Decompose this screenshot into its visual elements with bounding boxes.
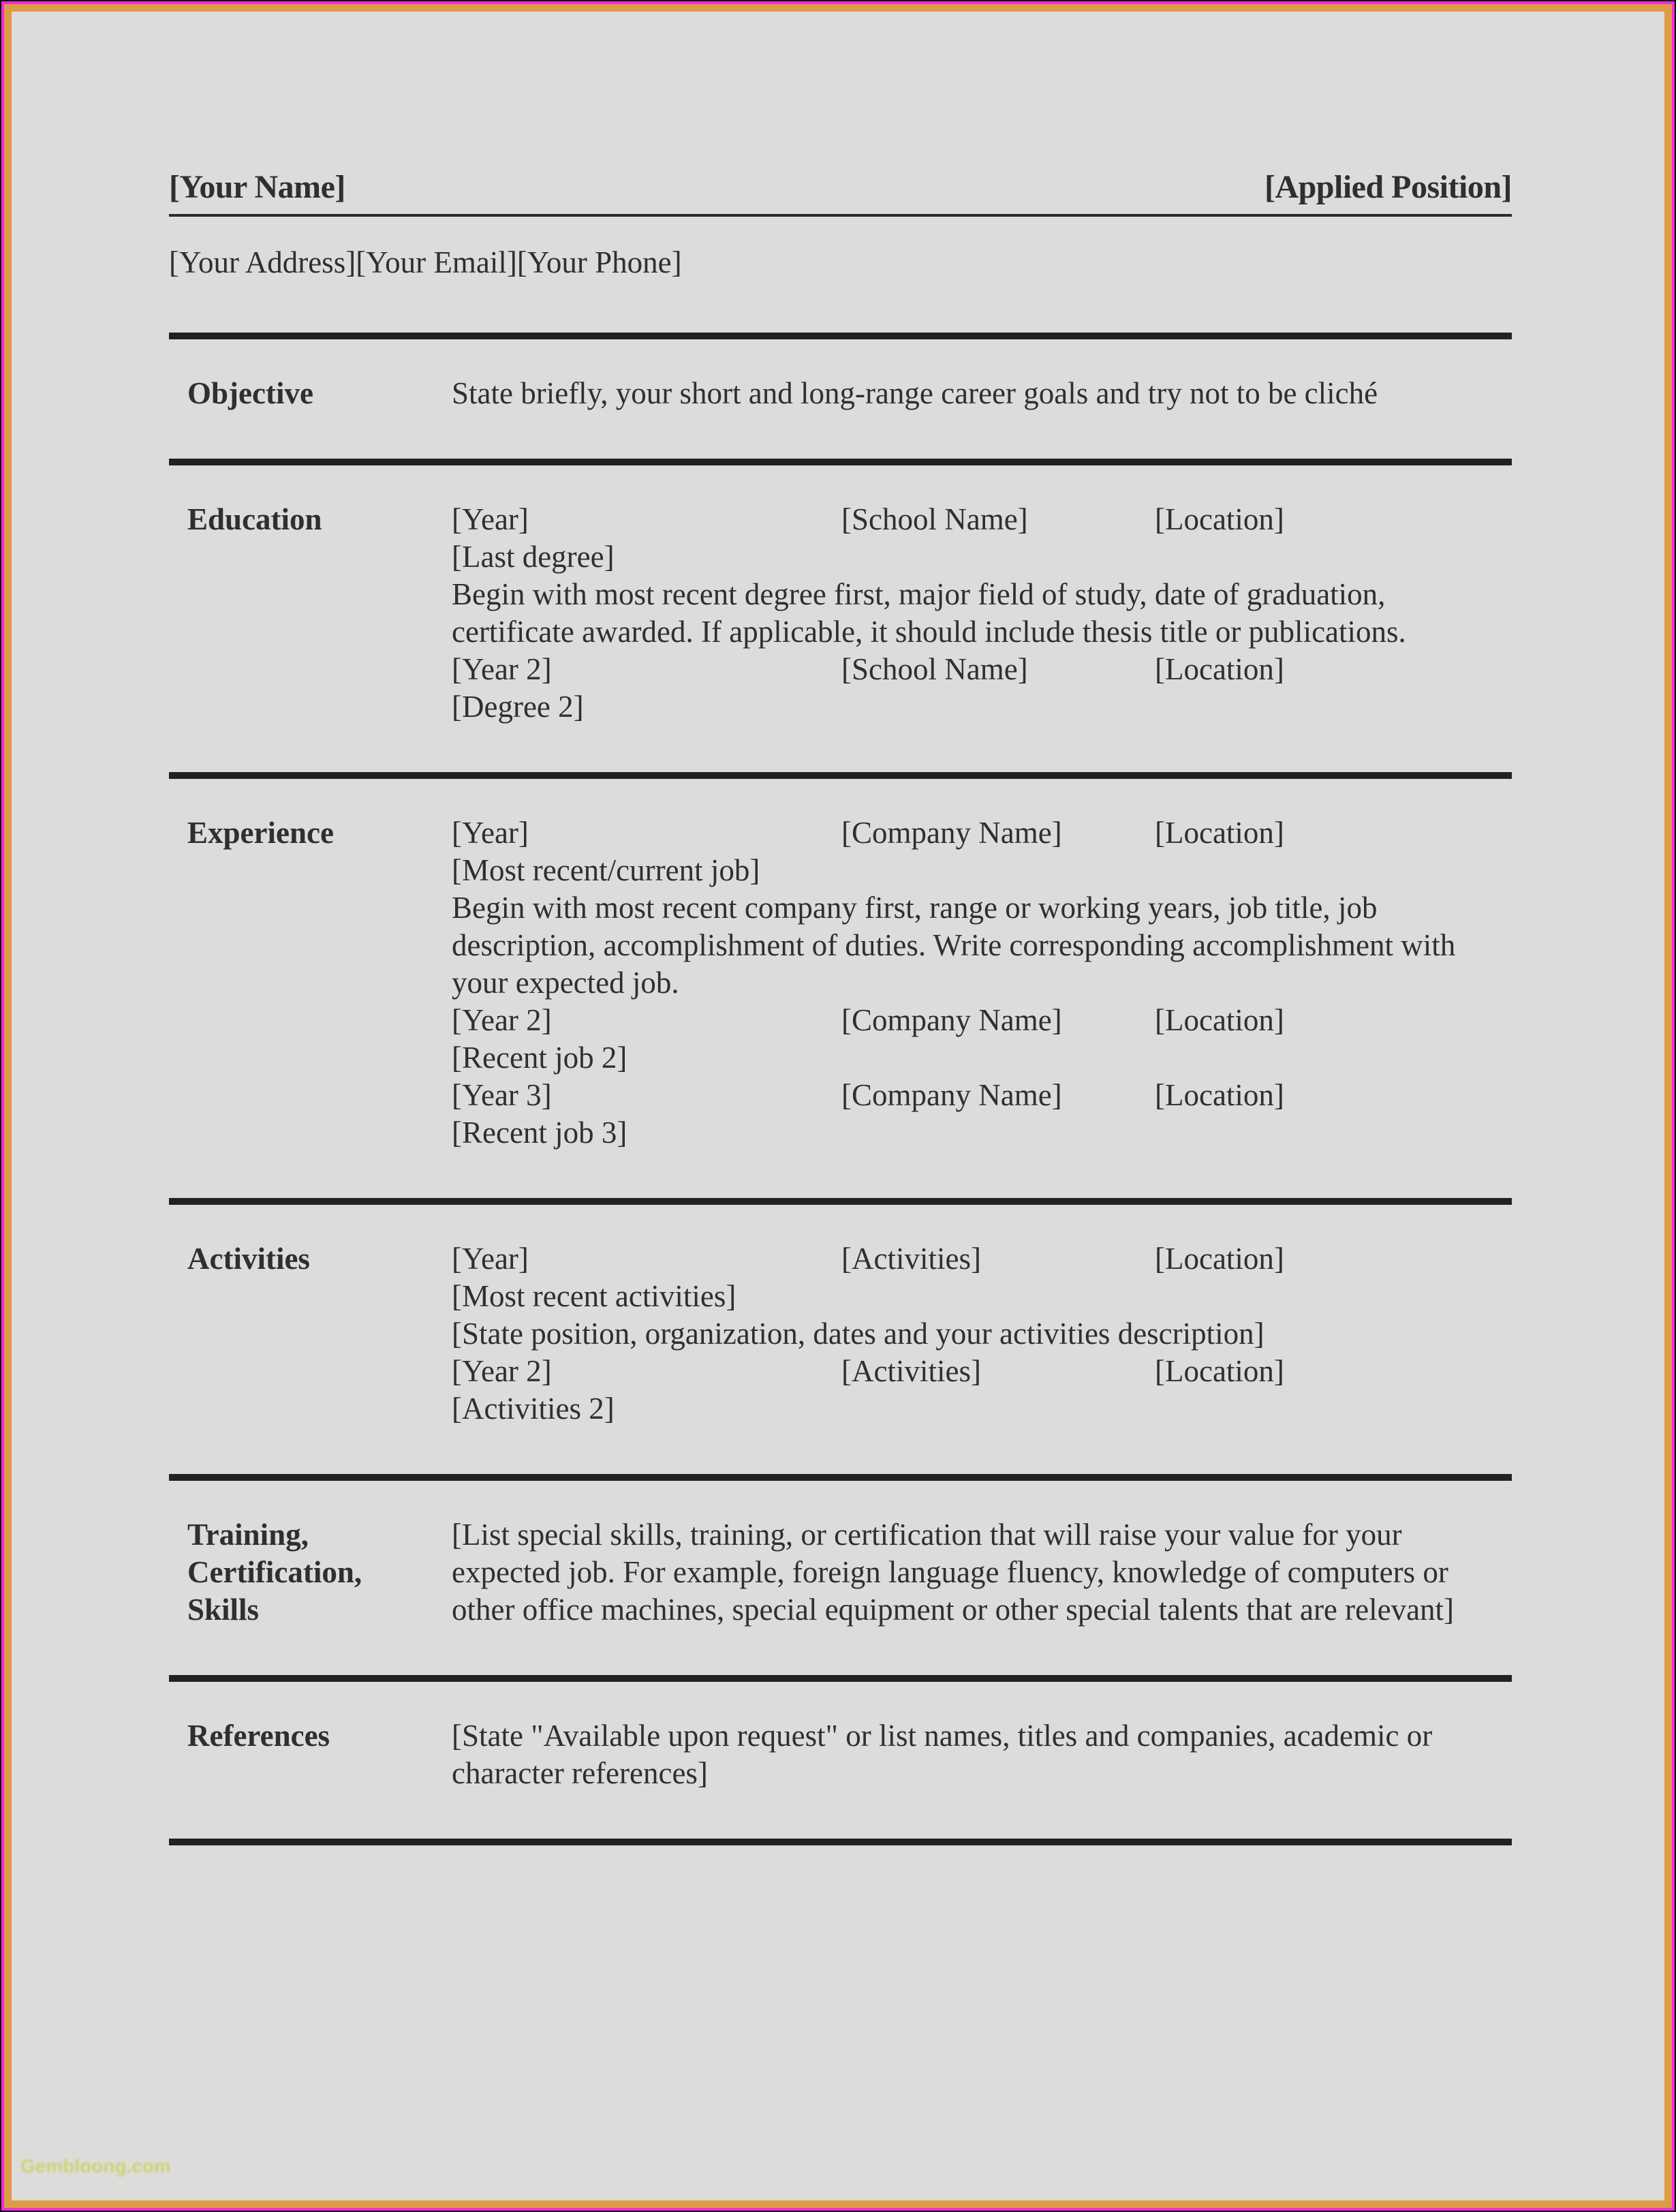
entry-text: [Activities 2] — [452, 1391, 615, 1426]
entry-text: [Most recent/current job] — [452, 852, 760, 887]
entry-row — [452, 1077, 1512, 1114]
entry-text: [List special skills, training, or certification that will raise your value for your expected job. For example, foreign language fluency, knowledge of computers or other office machines, special equipment or other special talents that are relevant] — [452, 1517, 1455, 1627]
section-objective — [169, 333, 1512, 459]
section-body — [452, 1516, 1512, 1629]
entry-location: [Location] — [1155, 1002, 1284, 1037]
entry-year: [Year] — [452, 502, 529, 536]
entry-org: [School Name] — [841, 651, 1028, 686]
entry-text: [Recent job 3] — [452, 1115, 627, 1150]
header — [169, 170, 1512, 217]
contact-line: [Your Address][Your Email][Your Phone] — [169, 245, 682, 279]
section-experience — [169, 772, 1512, 1198]
entry-org: [Company Name] — [841, 1077, 1062, 1112]
entry-text: [State position, organization, dates and your activities description] — [452, 1316, 1264, 1351]
entry-year: [Year 3] — [452, 1077, 552, 1112]
section-body — [452, 501, 1512, 726]
entry-org: [Activities] — [841, 1353, 981, 1388]
entry-text: Begin with most recent company first, range or working years, job title, job description, accomplishment of duties. Write corresponding accomplishment with your expected job. — [452, 890, 1456, 1000]
watermark: Gembloong.com — [20, 2155, 171, 2177]
entry-text: [Last degree] — [452, 539, 615, 574]
your-name-placeholder: [Your Name] — [169, 169, 345, 205]
entry-row — [452, 651, 1512, 688]
section-body — [452, 375, 1512, 412]
entry-location: [Location] — [1155, 502, 1284, 536]
section-label: Activities — [187, 1241, 310, 1276]
applied-position-placeholder: [Applied Position] — [1264, 169, 1512, 205]
entry-year: [Year] — [452, 815, 529, 850]
section-body — [452, 814, 1512, 1152]
entry-org: [Activities] — [841, 1241, 981, 1276]
entry-location: [Location] — [1155, 1241, 1284, 1276]
entry-row — [452, 501, 1512, 538]
section-training-certification-skills — [169, 1474, 1512, 1675]
entry-location: [Location] — [1155, 1077, 1284, 1112]
section-activities — [169, 1198, 1512, 1474]
entry-text: [Recent job 2] — [452, 1040, 627, 1075]
entry-row — [452, 814, 1512, 852]
entry-org: [Company Name] — [841, 815, 1062, 850]
entry-text: [State "Available upon request" or list names, titles and companies, academic or character references] — [452, 1718, 1433, 1790]
section-education — [169, 459, 1512, 772]
section-label: References — [187, 1718, 330, 1753]
section-label: Education — [187, 502, 322, 536]
entry-year: [Year 2] — [452, 651, 552, 686]
entry-row — [452, 1240, 1512, 1278]
entry-row — [452, 1002, 1512, 1039]
section-label: Experience — [187, 815, 334, 850]
sections-container — [169, 333, 1512, 1845]
entry-org: [School Name] — [841, 502, 1028, 536]
entry-year: [Year 2] — [452, 1353, 552, 1388]
entry-location: [Location] — [1155, 651, 1284, 686]
section-label: Training, Certification, Skills — [187, 1517, 362, 1627]
section-body — [452, 1717, 1512, 1792]
section-label: Objective — [187, 375, 313, 410]
page-content — [12, 12, 1664, 2200]
entry-text: State briefly, your short and long-range career goals and try not to be cliché — [452, 375, 1378, 410]
entry-row — [452, 1353, 1512, 1390]
entry-location: [Location] — [1155, 1353, 1284, 1388]
section-body — [452, 1240, 1512, 1428]
section-references — [169, 1675, 1512, 1845]
entry-location: [Location] — [1155, 815, 1284, 850]
entry-text: [Degree 2] — [452, 689, 584, 724]
entry-text: [Most recent activities] — [452, 1278, 736, 1313]
entry-year: [Year] — [452, 1241, 529, 1276]
entry-text: Begin with most recent degree first, major field of study, date of graduation, certificate awarded. If applicable, it should include thesis title or publications. — [452, 577, 1406, 649]
entry-org: [Company Name] — [841, 1002, 1062, 1037]
entry-year: [Year 2] — [452, 1002, 552, 1037]
